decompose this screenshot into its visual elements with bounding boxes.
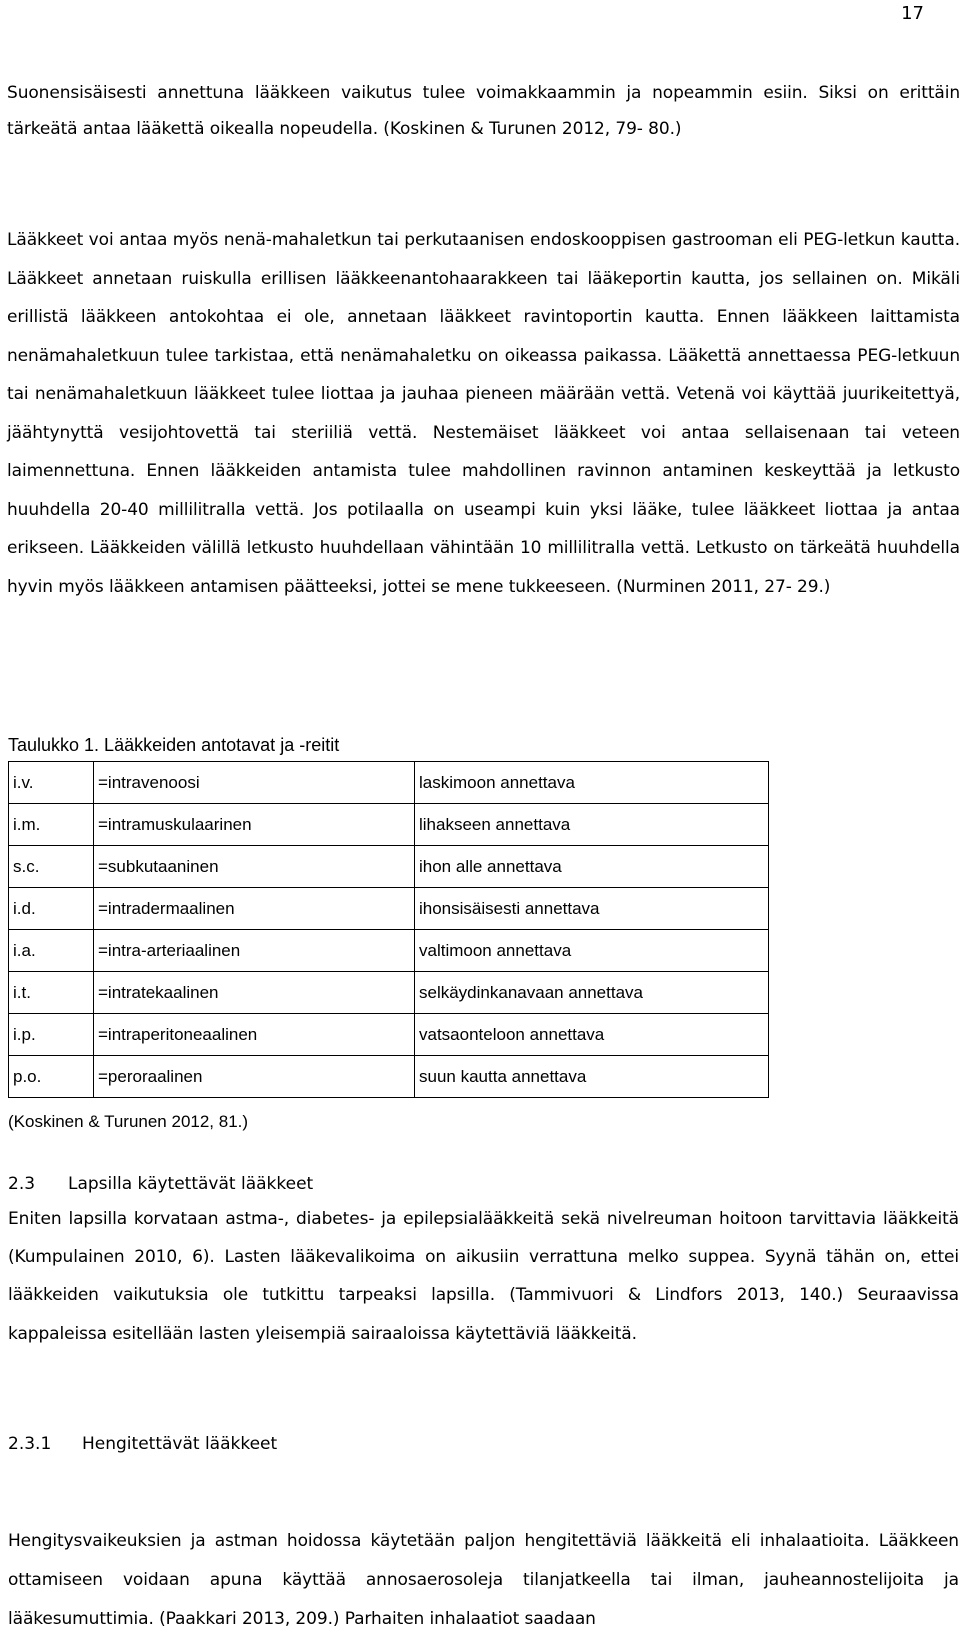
section-number: 2.3.1 xyxy=(8,1434,52,1454)
route-term: =intravenoosi xyxy=(94,762,415,804)
route-term: =intraperitoneaalinen xyxy=(94,1014,415,1056)
table-row xyxy=(9,930,769,972)
route-abbr: i.p. xyxy=(9,1014,94,1056)
section-title: Lapsilla käytettävät lääkkeet xyxy=(68,1174,314,1194)
table-source: (Koskinen & Turunen 2012, 81.) xyxy=(8,1112,249,1131)
route-abbr: i.m. xyxy=(9,804,94,846)
route-meaning: ihon alle annettava xyxy=(415,846,769,888)
page-number: 17 xyxy=(901,3,924,24)
route-term: =intratekaalinen xyxy=(94,972,415,1014)
route-abbr: i.v. xyxy=(9,762,94,804)
route-meaning: lihakseen annettava xyxy=(415,804,769,846)
paragraph-iv-speed: Suonensisäisesti annettuna lääkkeen vaikutus tulee voimakkaammin ja nopeammin esiin. Siksi on erittäin tärkeätä antaa lääkettä oikealla nopeudella. (Koskinen & Turunen 2012, 79- 80.) xyxy=(7,83,960,139)
paragraph-tube-administration: Lääkkeet voi antaa myös nenä-mahaletkun tai perkutaanisen endoskooppisen gastrooman eli PEG-letkun kautta. Lääkkeet annetaan ruiskulla erillisen lääkkeenantohaarakkeen tai lääkeportin kautta, jos sellainen on. Mikäli erillistä lääkkeen antokohtaa ei ole, annetaan lääkkeet ravintoportin kautta. Ennen lääkkeen laittamista nenämahaletkuun tulee tarkistaa, että nenämahaletku on oikeassa paikassa. Lääkettä annettaessa PEG-letkuun tai nenämahaletkuun lääkkeet tulee liottaa ja jauhaa pieneen määrään vettä. Vetenä voi käyttää juurikeitettyä, jäähtynyttä vesijohtovettä tai steriiliä vettä. Nestemäiset lääkkeet voi antaa sellaisenaan tai veteen laimennettuna. Ennen lääkkeiden antamista tulee mahdollinen ravinnon antaminen keskeyttää ja letkusto huuhdella 20-40 millilitralla vettä. Jos potilaalla on useampi kuin yksi lääke, tulee lääkkeet liottaa ja antaa erikseen. Lääkkeiden välillä letkusto huuhdellaan vähintään 10 millilitralla vettä. Letkusto on tärkeätä huuhdella hyvin myös lääkkeen antamisen päätteeksi, jottei se mene tukkeeseen. (Nurminen 2011, 27- 29.) xyxy=(7,230,960,597)
section-heading-2-3-1 xyxy=(8,1432,277,1456)
route-abbr: i.t. xyxy=(9,972,94,1014)
section-heading-2-3 xyxy=(8,1172,313,1196)
table-caption: Taulukko 1. Lääkkeiden antotavat ja -reitit xyxy=(8,735,340,755)
route-term: =intramuskulaarinen xyxy=(94,804,415,846)
route-term: =peroraalinen xyxy=(94,1056,415,1098)
table-row xyxy=(9,1014,769,1056)
route-term: =subkutaaninen xyxy=(94,846,415,888)
route-meaning: valtimoon annettava xyxy=(415,930,769,972)
route-meaning: selkäydinkanavaan annettava xyxy=(415,972,769,1014)
paragraph-children-medicines: Eniten lapsilla korvataan astma-, diabetes- ja epilepsialääkkeitä sekä nivelreuman hoitoon tarvittavia lääkkeitä (Kumpulainen 2010, 6). Lasten lääkevalikoima on aikusiin verrattuna melko suppea. Syynä tähän on, ettei lääkkeiden vaikutuksia ole tutkittu tarpeaksi lapsilla. (Tammivuori & Lindfors 2013, 140.) Seuraavissa kappaleissa esitellään lasten yleisempiä sairaaloissa käytettäviä lääkkeitä. xyxy=(8,1209,959,1344)
route-abbr: p.o. xyxy=(9,1056,94,1098)
section-title: Hengitettävät lääkkeet xyxy=(82,1434,278,1454)
route-meaning: ihonsisäisesti annettava xyxy=(415,888,769,930)
paragraph-inhaled-medicines: Hengitysvaikeuksien ja astman hoidossa käytetään paljon hengitettäviä lääkkeitä eli inhalaatioita. Lääkkeen ottamiseen voidaan apuna käyttää annosaerosoleja tilanjatkeella tai ilman, jauheannostelijoita ja lääkesumuttimia. (Paakkari 2013, 209.) Parhaiten inhalaatiot saadaan xyxy=(8,1531,959,1629)
route-abbr: i.d. xyxy=(9,888,94,930)
table-row xyxy=(9,804,769,846)
section-number: 2.3 xyxy=(8,1174,36,1194)
table-row xyxy=(9,888,769,930)
route-meaning: suun kautta annettava xyxy=(415,1056,769,1098)
table-row xyxy=(9,846,769,888)
route-abbr: i.a. xyxy=(9,930,94,972)
table-row xyxy=(9,762,769,804)
route-meaning: vatsaonteloon annettava xyxy=(415,1014,769,1056)
administration-routes-table xyxy=(8,761,769,1098)
table-row xyxy=(9,972,769,1014)
route-term: =intra-arteriaalinen xyxy=(94,930,415,972)
table-row xyxy=(9,1056,769,1098)
route-meaning: laskimoon annettava xyxy=(415,762,769,804)
route-abbr: s.c. xyxy=(9,846,94,888)
route-term: =intradermaalinen xyxy=(94,888,415,930)
